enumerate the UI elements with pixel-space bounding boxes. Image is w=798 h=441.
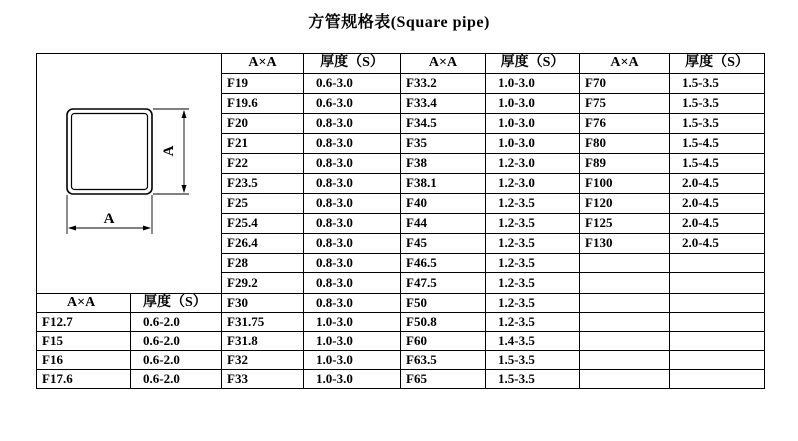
thickness-cell: 0.8-3.0 xyxy=(304,253,401,273)
size-cell: F38 xyxy=(401,153,486,173)
page-title: 方管规格表(Square pipe) xyxy=(308,14,490,31)
thickness-cell: 0.6-3.0 xyxy=(304,73,401,93)
thickness-cell: 1.2-3.0 xyxy=(486,153,580,173)
size-cell: F30 xyxy=(222,293,304,312)
size-cell: F34.5 xyxy=(401,113,486,133)
size-cell: F40 xyxy=(401,193,486,213)
thickness-cell: 0.8-3.0 xyxy=(304,233,401,253)
size-cell xyxy=(580,273,670,293)
size-cell: F89 xyxy=(580,153,670,173)
dim-arrow-up xyxy=(182,110,187,118)
thickness-cell: 1.4-3.5 xyxy=(486,331,580,350)
square-pipe-spec-table xyxy=(36,53,765,389)
size-cell: F22 xyxy=(222,153,304,173)
thickness-cell: 1.2-3.5 xyxy=(486,193,580,213)
thickness-cell: 0.6-2.0 xyxy=(131,331,222,350)
size-cell xyxy=(580,293,670,312)
size-cell xyxy=(580,253,670,273)
size-cell: F19.6 xyxy=(222,93,304,113)
dim-label-horizontal: A xyxy=(103,211,115,228)
size-cell: F46.5 xyxy=(401,253,486,273)
col1-header-size: A×A xyxy=(222,54,304,74)
size-cell: F21 xyxy=(222,133,304,153)
thickness-cell: 0.8-3.0 xyxy=(304,113,401,133)
square-pipe-inner-outline xyxy=(72,114,148,190)
size-cell xyxy=(580,369,670,388)
thickness-cell: 1.0-3.0 xyxy=(486,93,580,113)
spec-table-body xyxy=(37,54,765,389)
size-cell: F25.4 xyxy=(222,213,304,233)
thickness-cell: 1.2-3.5 xyxy=(486,293,580,312)
left-header-size: A×A xyxy=(37,293,131,312)
size-cell: F100 xyxy=(580,173,670,193)
dim-arrow-down xyxy=(182,185,187,193)
thickness-cell: 1.5-3.5 xyxy=(486,369,580,388)
size-cell: F31.75 xyxy=(222,312,304,331)
size-cell: F15 xyxy=(37,331,131,350)
size-cell xyxy=(580,331,670,350)
thickness-cell: 1.0-3.0 xyxy=(304,312,401,331)
thickness-cell: 0.8-3.0 xyxy=(304,193,401,213)
thickness-cell: 2.0-4.5 xyxy=(670,213,765,233)
diagram-cell xyxy=(37,54,222,294)
col2-header-size: A×A xyxy=(401,54,486,74)
table-row xyxy=(37,312,765,331)
size-cell: F45 xyxy=(401,233,486,253)
thickness-cell: 0.8-3.0 xyxy=(304,273,401,293)
thickness-cell: 1.5-4.5 xyxy=(670,153,765,173)
thickness-cell: 0.6-2.0 xyxy=(131,369,222,388)
size-cell xyxy=(580,312,670,331)
thickness-cell: 2.0-4.5 xyxy=(670,193,765,213)
size-cell: F130 xyxy=(580,233,670,253)
size-cell: F19 xyxy=(222,73,304,93)
size-cell: F75 xyxy=(580,93,670,113)
thickness-cell: 1.0-3.0 xyxy=(486,133,580,153)
thickness-cell xyxy=(670,331,765,350)
thickness-cell: 2.0-4.5 xyxy=(670,173,765,193)
size-cell: F60 xyxy=(401,331,486,350)
size-cell: F32 xyxy=(222,350,304,369)
thickness-cell: 1.2-3.5 xyxy=(486,213,580,233)
square-pipe-outer-outline xyxy=(67,109,152,194)
dim-arrow-right xyxy=(143,226,151,231)
thickness-cell xyxy=(670,293,765,312)
thickness-cell: 0.8-3.0 xyxy=(304,173,401,193)
size-cell: F28 xyxy=(222,253,304,273)
thickness-cell xyxy=(670,350,765,369)
thickness-cell: 1.2-3.5 xyxy=(486,273,580,293)
size-cell: F65 xyxy=(401,369,486,388)
thickness-cell: 1.5-4.5 xyxy=(670,133,765,153)
size-cell: F80 xyxy=(580,133,670,153)
size-cell: F31.8 xyxy=(222,331,304,350)
thickness-cell xyxy=(670,312,765,331)
thickness-cell: 1.2-3.5 xyxy=(486,233,580,253)
thickness-cell: 1.0-3.0 xyxy=(486,113,580,133)
thickness-cell: 0.6-2.0 xyxy=(131,350,222,369)
size-cell: F25 xyxy=(222,193,304,213)
thickness-cell: 0.6-3.0 xyxy=(304,93,401,113)
thickness-cell: 1.0-3.0 xyxy=(304,369,401,388)
table-row xyxy=(37,369,765,388)
size-cell: F50 xyxy=(401,293,486,312)
left-header-thickness: 厚度（S） xyxy=(131,293,222,312)
thickness-cell: 1.0-3.0 xyxy=(304,331,401,350)
size-cell: F16 xyxy=(37,350,131,369)
thickness-cell: 0.8-3.0 xyxy=(304,133,401,153)
col1-header-thickness: 厚度（S） xyxy=(304,54,401,74)
size-cell: F44 xyxy=(401,213,486,233)
thickness-cell: 0.6-2.0 xyxy=(131,312,222,331)
table-row xyxy=(37,350,765,369)
size-cell: F26.4 xyxy=(222,233,304,253)
size-cell xyxy=(580,350,670,369)
thickness-cell: 1.5-3.5 xyxy=(670,93,765,113)
thickness-cell: 1.2-3.5 xyxy=(486,253,580,273)
dim-arrow-left xyxy=(68,226,76,231)
thickness-cell: 0.8-3.0 xyxy=(304,293,401,312)
size-cell: F23.5 xyxy=(222,173,304,193)
size-cell: F50.8 xyxy=(401,312,486,331)
thickness-cell xyxy=(670,273,765,293)
size-cell: F47.5 xyxy=(401,273,486,293)
thickness-cell: 1.5-3.5 xyxy=(670,73,765,93)
size-cell: F35 xyxy=(401,133,486,153)
size-cell: F125 xyxy=(580,213,670,233)
dim-label-vertical: A xyxy=(161,145,177,157)
col2-header-thickness: 厚度（S） xyxy=(486,54,580,74)
thickness-cell xyxy=(670,369,765,388)
thickness-cell: 2.0-4.5 xyxy=(670,233,765,253)
size-cell: F38.1 xyxy=(401,173,486,193)
size-cell: F12.7 xyxy=(37,312,131,331)
col3-header-thickness: 厚度（S） xyxy=(670,54,765,74)
thickness-cell: 1.0-3.0 xyxy=(304,350,401,369)
thickness-cell: 1.5-3.5 xyxy=(486,350,580,369)
size-cell: F33.4 xyxy=(401,93,486,113)
size-cell: F29.2 xyxy=(222,273,304,293)
table-row xyxy=(37,54,765,74)
thickness-cell: 0.8-3.0 xyxy=(304,153,401,173)
size-cell: F33.2 xyxy=(401,73,486,93)
thickness-cell xyxy=(670,253,765,273)
size-cell: F33 xyxy=(222,369,304,388)
thickness-cell: 1.0-3.0 xyxy=(486,73,580,93)
size-cell: F20 xyxy=(222,113,304,133)
table-row xyxy=(37,293,765,312)
thickness-cell: 0.8-3.0 xyxy=(304,213,401,233)
thickness-cell: 1.2-3.5 xyxy=(486,312,580,331)
table-row xyxy=(37,331,765,350)
col3-header-size: A×A xyxy=(580,54,670,74)
size-cell: F120 xyxy=(580,193,670,213)
size-cell: F63.5 xyxy=(401,350,486,369)
size-cell: F70 xyxy=(580,73,670,93)
thickness-cell: 1.5-3.5 xyxy=(670,113,765,133)
thickness-cell: 1.2-3.0 xyxy=(486,173,580,193)
size-cell: F76 xyxy=(580,113,670,133)
size-cell: F17.6 xyxy=(37,369,131,388)
